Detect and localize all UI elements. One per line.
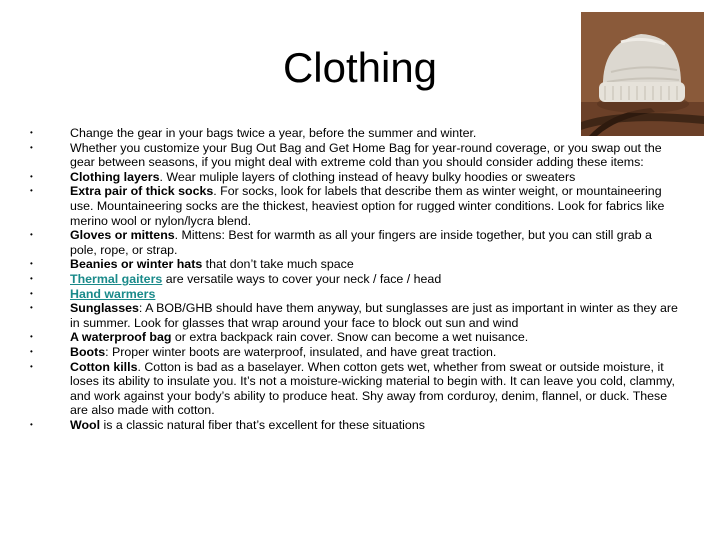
item-text: Change the gear in your bags twice a year, before the summer and winter. xyxy=(70,126,477,140)
item-text: : A BOB/GHB should have them anyway, but sunglasses are just as important in winter as they are in summer. Look for glasses that wrap around your face to block out sun and wind xyxy=(70,301,678,330)
list-item xyxy=(30,257,680,272)
item-text: . For socks, look for labels that describe them as winter weight, or mountaineering use. Mountaineering socks are the thickest, heaviest option for rugged winter conditions. Look for fabrics like merino wool or nylon/lycra blend. xyxy=(70,184,665,228)
bullet: • xyxy=(30,361,33,371)
list-item xyxy=(30,141,680,170)
list-item xyxy=(30,418,680,433)
item-bold: Beanies or winter hats xyxy=(70,257,203,272)
item-bold: Clothing layers xyxy=(70,169,160,184)
item-text: that don’t take much space xyxy=(202,257,354,272)
slide-title: Clothing xyxy=(282,44,438,91)
bullet: • xyxy=(30,171,33,181)
bullet: • xyxy=(30,142,33,152)
bullet: • xyxy=(30,288,33,298)
item-bold: Wool xyxy=(70,417,101,432)
list-item xyxy=(30,272,680,287)
thermal-gaiters-link[interactable]: Thermal gaiters xyxy=(70,271,163,286)
item-text: Whether you customize your Bug Out Bag and Get Home Bag for year-round coverage, or you swap out the gear between seasons, if you might deal with extreme cold than you should consider adding these items: xyxy=(70,140,662,170)
list-item xyxy=(30,360,680,418)
item-text: or extra backpack rain cover. Snow can become a wet nuisance. xyxy=(171,330,529,345)
item-text: are versatile ways to cover your neck / face / head xyxy=(162,271,442,286)
bullet: • xyxy=(30,230,33,240)
bullet: • xyxy=(30,186,33,196)
list-item xyxy=(30,228,680,257)
item-text: . Mittens: Best for warmth as all your fingers are inside together, but you can still grab a pole, rope, or strap. xyxy=(70,228,652,257)
list-item xyxy=(30,126,680,141)
bullet: • xyxy=(30,303,33,313)
bullet: • xyxy=(30,332,33,342)
list-item xyxy=(30,301,680,330)
item-text: is a classic natural fiber that’s excellent for these situations xyxy=(100,417,425,432)
knit-winter-hat-photo xyxy=(581,12,704,136)
item-bold: A waterproof bag xyxy=(70,330,172,345)
list-item xyxy=(30,345,680,360)
bullet: • xyxy=(30,419,33,429)
list-item xyxy=(30,184,680,228)
item-text: . Wear muliple layers of clothing instead of heavy bulky hoodies or sweaters xyxy=(159,169,576,184)
bullet-list xyxy=(30,126,680,432)
item-bold: Gloves or mittens xyxy=(70,228,175,243)
item-bold: Cotton kills xyxy=(70,359,138,374)
item-text: . Cotton is bad as a baselayer. When cotton gets wet, whether from sweat or outside moisture, it loses its ability to insulate you. It’s not a moisture-wicking material to begin with. It can leave you cold, clammy, and work against your body’s ability to produce heat. Shy away from corduroy, denim, flannel, or duck. These are also made with cotton. xyxy=(70,359,675,418)
item-text: : Proper winter boots are waterproof, insulated, and have great traction. xyxy=(105,344,497,359)
bullet: • xyxy=(30,128,33,137)
item-bold: Extra pair of thick socks xyxy=(70,184,214,199)
list-item xyxy=(30,170,680,185)
list-item xyxy=(30,287,680,302)
bullet: • xyxy=(30,273,33,283)
hand-warmers-link[interactable]: Hand warmers xyxy=(70,286,156,301)
item-bold: Boots xyxy=(70,344,106,359)
list-item xyxy=(30,330,680,345)
bullet: • xyxy=(30,346,33,356)
item-bold: Sunglasses xyxy=(70,301,139,316)
bullet: • xyxy=(30,259,33,269)
